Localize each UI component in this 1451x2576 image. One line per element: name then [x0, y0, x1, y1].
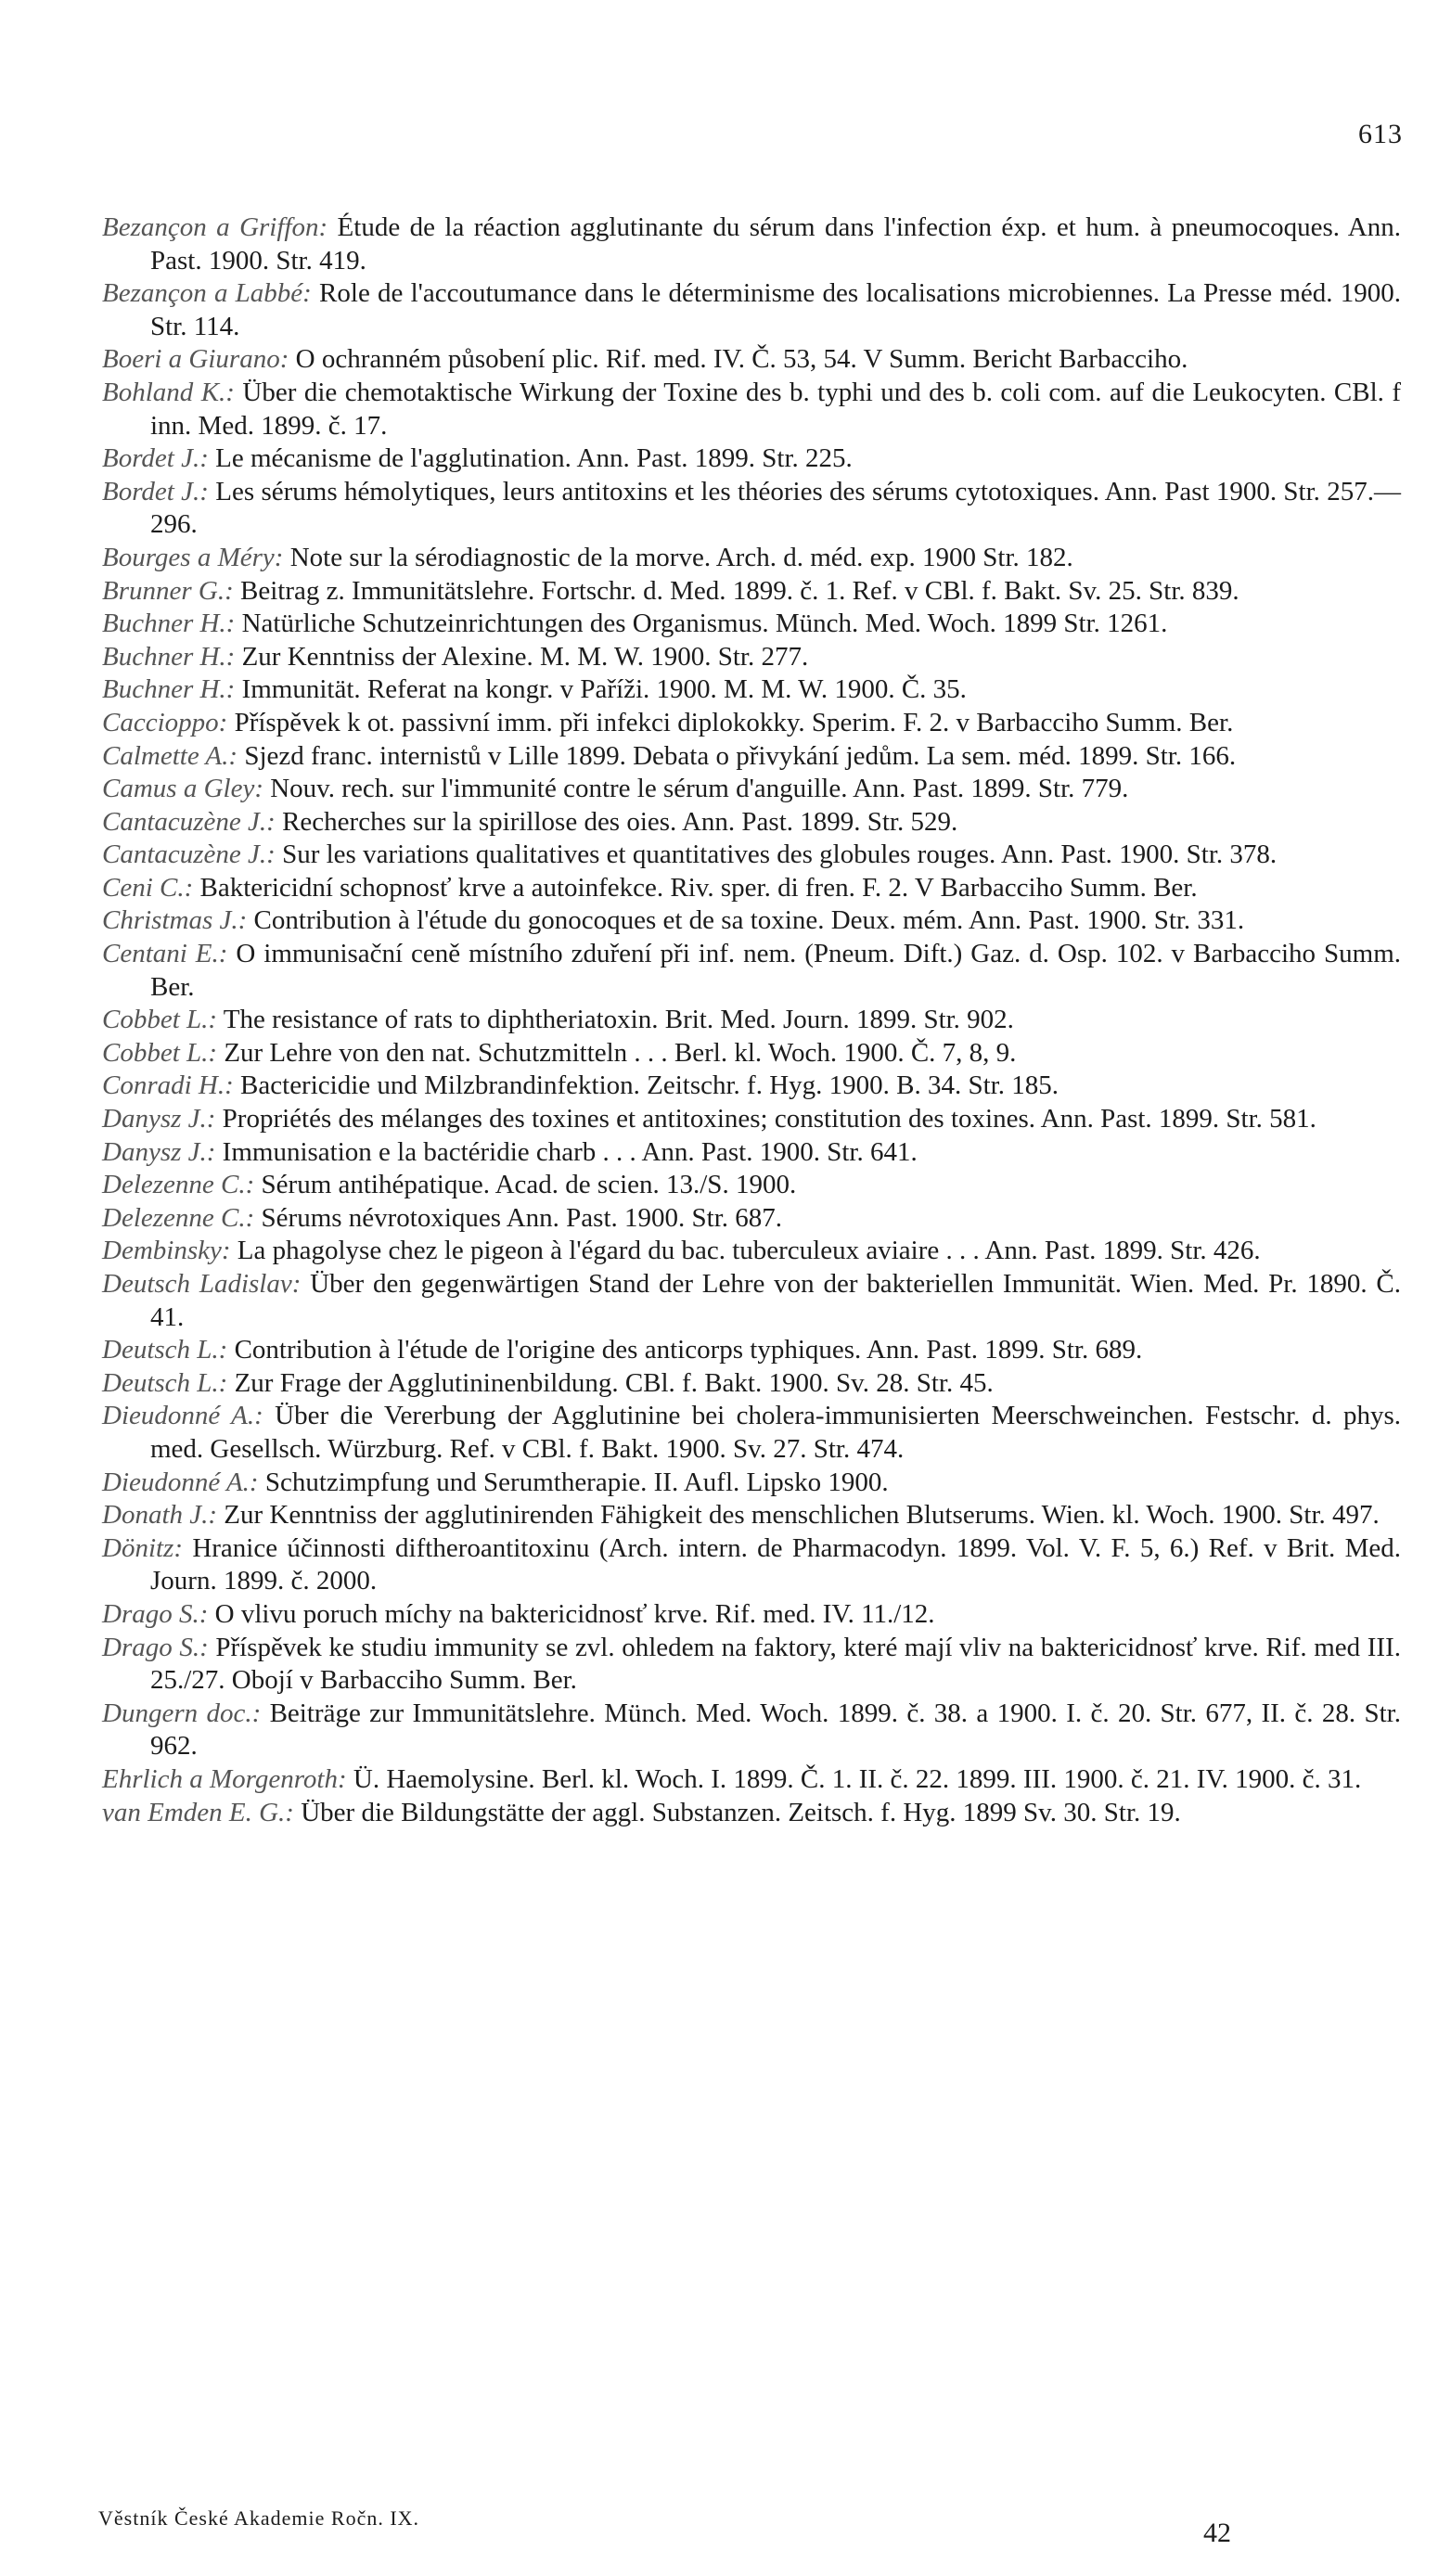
bibliography-entry	[102, 773, 1401, 806]
entry-text: Příspěvek ke studiu immunity se zvl. ohledem na faktory, které mají vliv na baktericidnosť krve. Rif. med III. 25./27. Obojí v Barbacciho Summ. Ber.	[150, 1632, 1402, 1696]
entry-author: Drago S.:	[102, 1632, 209, 1662]
entry-text: Sérums névrotoxiques Ann. Past. 1900. Str. 687.	[254, 1202, 783, 1233]
entry-author: Bezançon a Griffon:	[102, 212, 328, 242]
entry-author: Ceni C.:	[102, 872, 194, 903]
bibliography-entry	[102, 1334, 1401, 1367]
bibliography-entry	[102, 1070, 1401, 1103]
bibliography-entry	[102, 1797, 1401, 1830]
bibliography-entry	[102, 1136, 1401, 1170]
bibliography-entry	[102, 377, 1401, 442]
entry-text: The resistance of rats to diphtheriatoxin. Brit. Med. Journ. 1899. Str. 902.	[217, 1005, 1014, 1035]
entry-text: Role de l'accoutumance dans le déterminisme des localisations microbiennes. La Presse méd. 1900. Str. 114.	[150, 278, 1401, 341]
entry-text: Le mécanisme de l'agglutination. Ann. Past. 1899. Str. 225.	[208, 443, 853, 474]
entry-author: Cobbet L.:	[102, 1005, 218, 1035]
entry-author: Cobbet L.:	[102, 1037, 218, 1068]
bibliography-entry	[102, 839, 1401, 872]
bibliography-entry	[102, 707, 1401, 740]
bibliography-entry	[102, 608, 1401, 641]
bibliography-entry	[102, 1169, 1401, 1202]
entry-text: Nouv. rech. sur l'immunité contre le sérum d'anguille. Ann. Past. 1899. Str. 779.	[263, 774, 1129, 804]
bibliography-entry	[102, 806, 1401, 839]
entry-author: Boeri a Giurano:	[102, 344, 289, 375]
bibliography-entry	[102, 904, 1401, 938]
entry-text: Zur Kenntniss der Alexine. M. M. W. 1900. Str. 277.	[235, 641, 809, 672]
entry-text: Sur les variations qualitatives et quantitatives des globules rouges. Ann. Past. 1900. Str. 378.	[275, 839, 1278, 870]
entry-text: O ochranném působení plic. Rif. med. IV. Č. 53, 54. V Summ. Bericht Barbacciho.	[289, 344, 1188, 375]
entry-text: Über die chemotaktische Wirkung der Toxine des b. typhi und des b. coli com. auf die Leukocyten. CBl. f inn. Med. 1899. č. 17.	[150, 377, 1401, 441]
entry-author: Cantacuzène J.:	[102, 806, 276, 837]
entry-author: Bordet J.:	[102, 476, 209, 506]
printer-signature: 42	[1203, 2518, 1231, 2548]
entry-author: Christmas J.:	[102, 905, 248, 936]
entry-text: Über den gegenwärtigen Stand der Lehre von der bakteriellen Immunität. Wien. Med. Pr. 1890. Č. 41.	[150, 1269, 1402, 1332]
entry-text: Sérum antihépatique. Acad. de scien. 13./S. 1900.	[254, 1170, 797, 1200]
entry-text: Immunität. Referat na kongr. v Paříži. 1900. M. M. W. 1900. Č. 35.	[235, 674, 967, 705]
entry-text: Note sur la sérodiagnostic de la morve. Arch. d. méd. exp. 1900 Str. 182.	[283, 542, 1073, 572]
entry-author: Buchner H.:	[102, 609, 236, 639]
entry-text: Contribution à l'étude du gonocoques et de sa toxine. Deux. mém. Ann. Past. 1900. Str. 331.	[247, 905, 1245, 936]
bibliography-entry	[102, 673, 1401, 707]
bibliography-entry	[102, 277, 1401, 343]
entry-author: Centani E.:	[102, 939, 228, 969]
entry-text: Zur Kenntniss der agglutinirenden Fähigkeit des menschlichen Blutserums. Wien. kl. Woch. 1900. Str. 497.	[217, 1500, 1380, 1531]
entry-author: Camus a Gley:	[102, 774, 263, 804]
entry-text: Bactericidie und Milzbrandinfektion. Zeitschr. f. Hyg. 1900. B. 34. Str. 185.	[233, 1070, 1059, 1101]
entry-author: Dönitz:	[102, 1532, 183, 1563]
page-number: 613	[1358, 119, 1403, 149]
entry-text: Beitrag z. Immunitätslehre. Fortschr. d. Med. 1899. č. 1. Ref. v CBl. f. Bakt. Sv. 25. Str. 839.	[233, 575, 1239, 606]
bibliography-entry	[102, 1235, 1401, 1268]
entry-author: Dembinsky:	[102, 1236, 231, 1266]
entry-author: Bohland K.:	[102, 377, 235, 407]
entry-author: Brunner G.:	[102, 575, 234, 606]
bibliography-entry	[102, 1268, 1401, 1334]
bibliography-entry	[102, 1632, 1401, 1698]
bibliography-entry	[102, 575, 1401, 609]
entry-author: Deutsch Ladislav:	[102, 1269, 302, 1299]
bibliography-entry	[102, 343, 1401, 377]
entry-author: Dungern doc.:	[102, 1698, 262, 1728]
entry-author: Bourges a Méry:	[102, 542, 284, 572]
entry-text: Immunisation e la bactéridie charb . . . Ann. Past. 1900. Str. 641.	[215, 1136, 918, 1167]
bibliography-entry	[102, 1367, 1401, 1401]
entry-author: Delezenne C.:	[102, 1170, 255, 1200]
bibliography-entry	[102, 641, 1401, 674]
bibliography-entry	[102, 1202, 1401, 1236]
entry-author: Deutsch L.:	[102, 1335, 228, 1365]
entry-text: Beiträge zur Immunitätslehre. Münch. Med. Woch. 1899. č. 38. a 1900. I. č. 20. Str. 677, II. č. 28. Str. 962.	[150, 1698, 1401, 1762]
bibliography-entry	[102, 1698, 1401, 1763]
entry-text: Sjezd franc. internistů v Lille 1899. Debata o přivykání jedům. La sem. méd. 1899. Str. 166.	[238, 740, 1237, 771]
entry-text: Příspěvek k ot. passivní imm. při infekci diplokokky. Sperim. F. 2. v Barbacciho Summ. Ber.	[227, 707, 1234, 737]
bibliography-entry	[102, 1467, 1401, 1500]
bibliography-entry	[102, 1037, 1401, 1070]
entry-author: Drago S.:	[102, 1598, 209, 1629]
entry-author: Cantacuzène J.:	[102, 839, 276, 870]
entry-author: Bordet J.:	[102, 443, 209, 474]
bibliography-entry	[102, 1532, 1401, 1598]
bibliography-entry	[102, 1400, 1401, 1466]
bibliography-entry	[102, 211, 1401, 277]
entry-text: Baktericidní schopnosť krve a autoinfekce. Riv. sper. di fren. F. 2. V Barbacciho Summ. Ber.	[193, 872, 1198, 903]
entry-text: Schutzimpfung und Serumtherapie. II. Aufl. Lipsko 1900.	[258, 1467, 889, 1497]
entry-text: O immunisační ceně místního zduření při inf. nem. (Pneum. Dift.) Gaz. d. Osp. 102. v Barbacciho Summ. Ber.	[150, 939, 1401, 1002]
entry-text: Natürliche Schutzeinrichtungen des Organismus. Münch. Med. Woch. 1899 Str. 1261.	[235, 609, 1168, 639]
entry-author: Buchner H.:	[102, 674, 236, 705]
entry-author: Danysz J.:	[102, 1136, 216, 1167]
entry-text: Contribution à l'étude de l'origine des anticorps typhiques. Ann. Past. 1899. Str. 689.	[227, 1335, 1143, 1365]
entry-text: Zur Frage der Agglutininenbildung. CBl. f. Bakt. 1900. Sv. 28. Str. 45.	[227, 1367, 994, 1398]
entry-text: O vlivu poruch míchy na baktericidnosť krve. Rif. med. IV. 11./12.	[208, 1598, 935, 1629]
entry-author: Bezançon a Labbé:	[102, 278, 312, 309]
entry-text: Propriétés des mélanges des toxines et antitoxines; constitution des toxines. Ann. Past. 1899. Str. 581.	[215, 1104, 1316, 1134]
entry-author: Deutsch L.:	[102, 1367, 228, 1398]
entry-text: Étude de la réaction agglutinante du sérum dans l'infection éxp. et hum. à pneumocoques. Ann. Past. 1900. Str. 419.	[150, 212, 1401, 276]
entry-author: Danysz J.:	[102, 1104, 216, 1134]
bibliography-entry	[102, 872, 1401, 905]
bibliography-entry	[102, 1103, 1401, 1136]
entry-author: Ehrlich a Morgenroth:	[102, 1763, 347, 1794]
entry-text: Hranice účinnosti diftheroantitoxinu (Arch. intern. de Pharmacodyn. 1899. Vol. V. F. 5, 6.) Ref. v Brit. Med. Journ. 1899. č. 2000.	[150, 1532, 1401, 1596]
bibliography-entry	[102, 442, 1401, 476]
entry-text: Recherches sur la spirillose des oies. Ann. Past. 1899. Str. 529.	[275, 806, 958, 837]
bibliography-entry	[102, 1598, 1401, 1632]
entry-text: Les sérums hémolytiques, leurs antitoxins et les théories des sérums cytotoxiques. Ann. Past 1900. Str. 257.—296.	[150, 476, 1401, 540]
bibliography-list	[102, 211, 1401, 1829]
entry-text: Zur Lehre von den nat. Schutzmitteln . . . Berl. kl. Woch. 1900. Č. 7, 8, 9.	[217, 1037, 1017, 1068]
entry-text: Über die Bildungstätte der aggl. Substanzen. Zeitsch. f. Hyg. 1899 Sv. 30. Str. 19.	[293, 1797, 1181, 1827]
bibliography-entry	[102, 1004, 1401, 1037]
bibliography-entry	[102, 1499, 1401, 1532]
entry-text: La phagolyse chez le pigeon à l'égard du bac. tuberculeux aviaire . . . Ann. Past. 1899. Str. 426.	[230, 1236, 1261, 1266]
entry-author: van Emden E. G.:	[102, 1797, 294, 1827]
journal-footer: Věstník České Akademie Ročn. IX.	[98, 2506, 420, 2530]
bibliography-entry	[102, 542, 1401, 575]
entry-author: Delezenne C.:	[102, 1202, 255, 1233]
entry-author: Donath J.:	[102, 1500, 218, 1531]
bibliography-entry	[102, 476, 1401, 542]
entry-author: Conradi H.:	[102, 1070, 234, 1101]
bibliography-entry	[102, 938, 1401, 1004]
entry-text: Ü. Haemolysine. Berl. kl. Woch. I. 1899. Č. 1. II. č. 22. 1899. III. 1900. č. 21. IV. 1900. č. 31.	[346, 1763, 1362, 1794]
entry-author: Calmette A.:	[102, 740, 238, 771]
bibliography-entry	[102, 1763, 1401, 1797]
entry-author: Dieudonné A.:	[102, 1467, 259, 1497]
bibliography-entry	[102, 740, 1401, 774]
entry-author: Caccioppo:	[102, 707, 228, 737]
entry-author: Dieudonné A.:	[102, 1401, 263, 1431]
entry-author: Buchner H.:	[102, 641, 236, 672]
entry-text: Über die Vererbung der Agglutinine bei cholera-immunisierten Meerschweinchen. Festschr. d. phys. med. Gesellsch. Würzburg. Ref. v CBl. f. Bakt. 1900. Sv. 27. Str. 474.	[150, 1401, 1401, 1464]
